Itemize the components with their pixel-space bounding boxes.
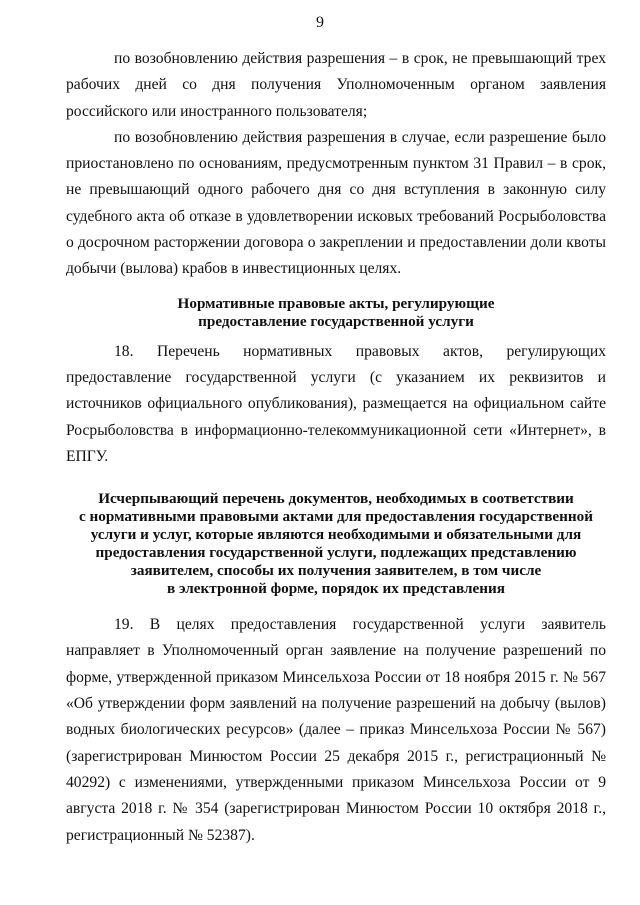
heading-line: заявителем, способы их получения заявителем, в том числе <box>130 562 542 580</box>
paragraph-resumption-court: по возобновлению действия разрешения в случае, если разрешение было приостановлено по основаниям, предусмотренным пунктом 31 Правил – в срок, не превышающий одного рабочего дня со дня вступления в законную силу судебного акта об отказе в удовлетворении исковых требований Росрыболовства о досрочном расторжении договора о закреплении и предоставлении доли квоты добычи (вылова) крабов в инвестиционных целях. <box>66 128 606 278</box>
paragraph-18: 18. Перечень нормативных правовых актов, регулирующих предоставление государственной услуги (с указанием их реквизитов и источников официального опубликования), размещается на официальном сайте Росрыболовства в информационно-телекоммуникационной сети «Интернет», в ЕПГУ. <box>66 342 606 465</box>
page-number: 9 <box>316 14 324 31</box>
heading-line: Нормативные правовые акты, регулирующие <box>177 294 495 312</box>
heading-line: предоставление государственной услуги <box>198 312 474 330</box>
section-heading-legal-acts <box>66 295 606 331</box>
section-heading-documents-list <box>66 490 606 598</box>
paragraph-19: 19. В целях предоставления государственной услуги заявитель направляет в Уполномоченный орган заявление на получение разрешений по форме, утвержденной приказом Минсельхоза России от 18 ноября 2015 г. № 567 «Об утверждении форм заявлений на получение разрешений на добычу (вылов) водных биологических ресурсов» (далее – приказ Минсельхоза России № 567) (зарегистрирован Минюстом России 25 декабря 2015 г., регистрационный № 40292) с изменениями, утвержденными приказом Минсельхоза России от 9 августа 2018 г. № 354 (зарегистрирован Минюстом России 10 октября 2018 г., регистрационный № 52387). <box>66 616 606 844</box>
heading-line: с нормативными правовыми актами для предоставления государственной <box>79 508 593 526</box>
heading-line: предоставления государственной услуги, подлежащих представлению <box>95 544 577 562</box>
paragraph-resumption-user: по возобновлению действия разрешения – в срок, не превышающий трех рабочих дней со дня получения Уполномоченным органом заявления российского или иностранного пользователя; <box>66 50 606 120</box>
heading-line: в электронной форме, порядок их представления <box>167 580 505 598</box>
heading-line: услуги и услуг, которые являются необходимыми и обязательными для <box>90 526 582 544</box>
heading-line: Исчерпывающий перечень документов, необходимых в соответствии <box>98 490 574 508</box>
document-body <box>66 46 606 849</box>
